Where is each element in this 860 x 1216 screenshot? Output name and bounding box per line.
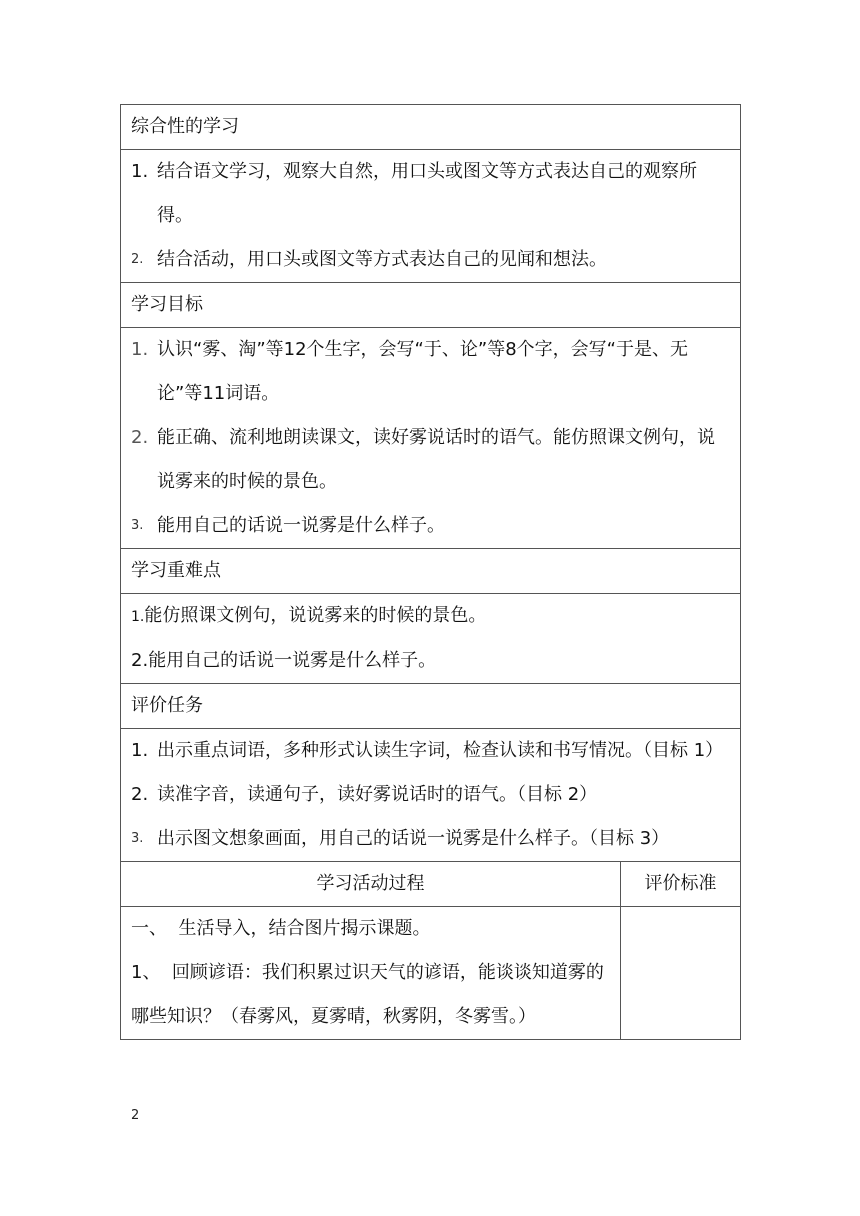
key-points-content	[121, 594, 741, 684]
assessment-item-3	[131, 817, 730, 861]
key-point-item-2	[131, 639, 730, 683]
lesson-plan-table	[120, 104, 741, 1040]
comprehensive-item-2	[131, 238, 730, 282]
section-heading-goals: 学习目标	[121, 283, 741, 328]
item-text: 结合活动，用口头或图文等方式表达自己的见闻和想法。	[157, 249, 607, 270]
activity-content	[121, 907, 621, 1040]
goal-item-1	[131, 328, 730, 416]
item-number: 3.	[131, 518, 144, 533]
item-number: 1.	[131, 339, 149, 360]
section-heading-key-points: 学习重难点	[121, 549, 741, 594]
item-text: 结合语文学习，观察大自然，用口头或图文等方式表达自己的观察所得。	[157, 161, 697, 226]
item-number: 1.	[131, 609, 145, 625]
item-text: 能正确、流利地朗读课文，读好雾说话时的语气。能仿照课文例句，说说雾来的时候的景色。	[157, 427, 715, 492]
item-number: 2.	[131, 252, 144, 267]
section-heading-comprehensive: 综合性的学习	[121, 105, 741, 150]
item-text: 出示图文想象画面，用自己的话说一说雾是什么样子。（目标 3）	[157, 828, 670, 849]
goals-content	[121, 328, 741, 549]
item-number: 1.	[131, 161, 149, 182]
item-number: 2.	[131, 650, 149, 671]
activity-step-1: 1、 回顾谚语：我们积累过识天气的谚语，能谈谈知道雾的哪些知识？（春雾风，夏雾晴，秋雾阴，冬雾雪。）	[131, 962, 604, 1027]
activity-step-title: 一、 生活导入，结合图片揭示课题。	[131, 918, 431, 939]
comprehensive-item-1	[131, 150, 730, 238]
item-number: 3.	[131, 831, 144, 846]
assessment-content	[121, 729, 741, 862]
page-number: 2	[131, 1108, 140, 1123]
comprehensive-content	[121, 150, 741, 283]
item-number: 2.	[131, 784, 149, 805]
item-text: 能仿照课文例句，说说雾来的时候的景色。	[144, 605, 487, 626]
item-text: 出示重点词语，多种形式认读生字词，检查认读和书写情况。（目标 1）	[157, 740, 724, 761]
goal-item-2	[131, 416, 730, 504]
key-point-item-1	[131, 594, 730, 639]
assessment-item-2	[131, 773, 730, 817]
item-number: 1.	[131, 740, 149, 761]
item-number: 2.	[131, 427, 149, 448]
section-heading-assessment: 评价任务	[121, 684, 741, 729]
criteria-content	[621, 907, 741, 1040]
item-text: 能用自己的话说一说雾是什么样子。	[157, 515, 445, 536]
column-heading-activity: 学习活动过程	[121, 862, 621, 907]
item-text: 认识“雾、淘”等12个生字，会写“于、论”等8个字，会写“于是、无论”等11词语。	[157, 339, 688, 404]
item-text: 读准字音，读通句子，读好雾说话时的语气。（目标 2）	[157, 784, 598, 805]
assessment-item-1	[131, 729, 730, 773]
column-heading-criteria: 评价标准	[621, 862, 741, 907]
item-text: 能用自己的话说一说雾是什么样子。	[148, 650, 437, 671]
goal-item-3	[131, 504, 730, 548]
